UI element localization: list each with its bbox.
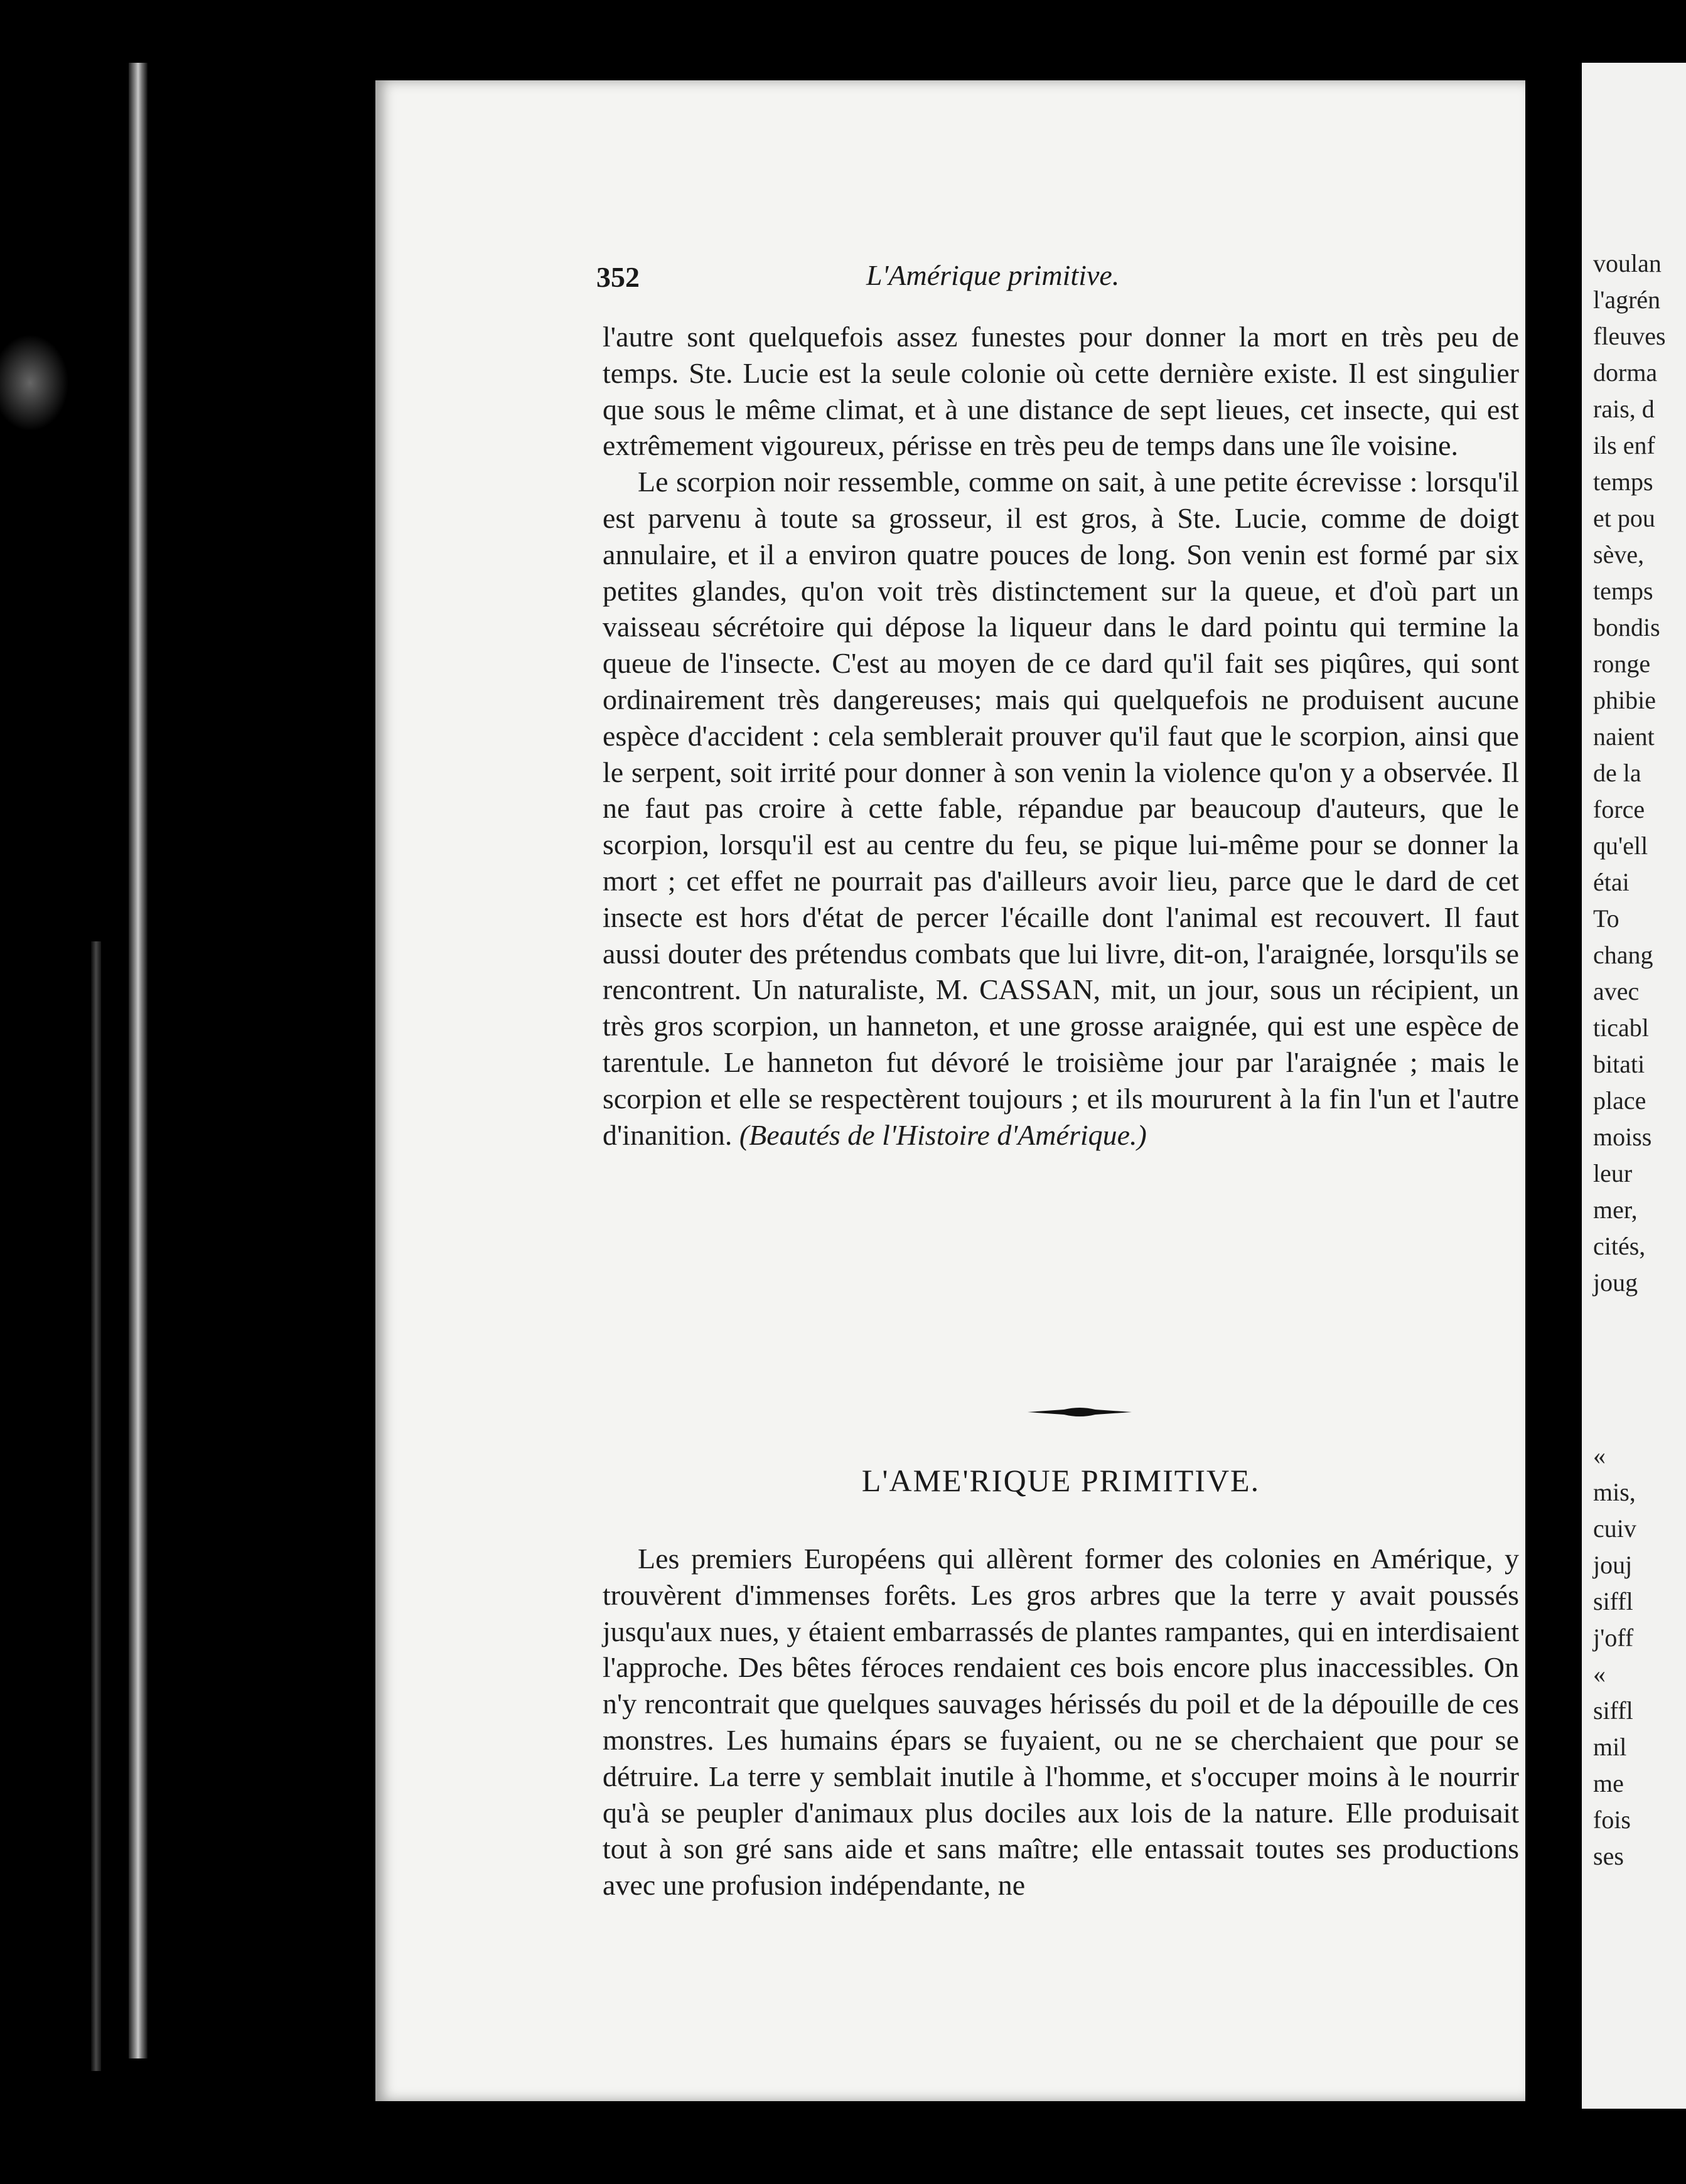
facing-page-text-fragment: «	[1593, 1442, 1606, 1470]
page-gutter	[1525, 75, 1582, 2102]
facing-page-text-fragment: fois	[1593, 1806, 1631, 1834]
book-edge-shadow	[91, 941, 101, 2071]
paragraph: Les premiers Européens qui allèrent former des colonies en Amérique, y trouvèrent d'immenses forêts. Les gros arbres que la terre y avait poussés jusqu'aux nues, y étaient embarrassés de plantes rampantes, qui en interdisaient l'approche. Des bêtes féroces rendaient ces bois encore plus inaccessibles. On n'y rencontrait que quelques sauvages hérissés du poil et de la dépouille de ces monstres. Les humains épars se fuyaient, ou ne se cherchaient que pour se détruire. La terre y semblait inutile à l'homme, et s'occuper moins à le nourrir qu'à se peupler d'animaux plus dociles aux lois de la nature. Elle produisait tout à son gré sans aide et sans maître; elle entassait toutes ses productions avec une profusion indépendante, ne	[603, 1543, 1519, 1902]
facing-page-text-fragment: et pou	[1593, 504, 1655, 532]
facing-page-text-fragment: qu'ell	[1593, 832, 1648, 860]
facing-page-text-fragment: rais, d	[1593, 395, 1655, 423]
source-citation: (Beautés de l'Histoire d'Amérique.)	[739, 1118, 1147, 1151]
facing-page-fragment	[1582, 63, 1686, 2109]
facing-page-text-fragment: «	[1593, 1660, 1606, 1688]
facing-page-text-fragment: mis,	[1593, 1478, 1636, 1506]
facing-page-text-fragment: bitati	[1593, 1050, 1645, 1078]
paragraph	[603, 464, 1519, 1153]
facing-page-text-fragment: dorma	[1593, 358, 1658, 387]
facing-page-text-fragment: force	[1593, 795, 1645, 823]
facing-page-text-fragment: temps	[1593, 468, 1653, 496]
facing-page-text-fragment: siffl	[1593, 1587, 1633, 1615]
running-head: L'Amérique primitive.	[866, 259, 1120, 291]
facing-page-text-fragment: phibie	[1593, 686, 1656, 714]
facing-page-text-fragment: sève,	[1593, 540, 1645, 569]
book-spine-edge	[129, 63, 148, 2058]
facing-page-text-fragment: étai	[1593, 868, 1630, 896]
paragraph: l'autre sont quelquefois assez funestes pour donner la mort en très peu de temps. Ste. Lucie est la seule colonie où cette dernière existe. Il est singulier que sous le même climat, et à une distance de sept lieues, cet insecte, qui est extrêmement vigoureux, périsse en très peu de temps dans une île voisine.	[603, 321, 1519, 462]
facing-page-text-fragment: voulan	[1593, 249, 1662, 277]
facing-page-text-fragment: ticabl	[1593, 1014, 1649, 1042]
facing-page-text-fragment: ils enf	[1593, 431, 1655, 459]
scan-artifact	[0, 326, 75, 439]
facing-page-text-fragment: ronge	[1593, 650, 1651, 678]
facing-page-text-fragment: chang	[1593, 941, 1653, 969]
facing-page-text-fragment: ses	[1593, 1842, 1624, 1870]
facing-page-text-fragment: cités,	[1593, 1232, 1646, 1260]
paragraph-text: Le scorpion noir ressemble, comme on sait, à une petite écrevisse : lorsqu'il est parvenu à toute sa grosseur, il est gros, à Ste. Lucie, comme de doigt annulaire, et il a environ quatre pouces de long. Son venin est formé par six petites glandes, qu'on voit très distinctement sur la queue, et d'où part un vaisseau sécrétoire qui dépose la liqueur dans le dard pointu qui termine la queue de l'insecte. C'est au moyen de ce dard qu'il fait ses piqûres, qui sont ordinairement très dangereuses; mais qui quelquefois ne produisent aucune espèce d'accident : cela semblerait prouver qu'il faut que le scorpion, ainsi que le serpent, soit irrité pour donner à son venin la violence qu'on y a observée. Il ne faut pas croire à cette fable, répandue par beaucoup d'auteurs, que le scorpion, lorsqu'il est au centre du feu, se pique lui-même pour se donner la mort ; cet effet ne pourrait pas d'ailleurs avoir lieu, parce que le dard de cet insecte est hors d'état de percer l'écaille dont l'animal est recouvert. Il faut aussi douter des prétendus combats que lui livre, dit-on, l'araignée, lorsqu'ils se rencontrent. Un naturaliste, M. CASSAN, mit, un jour, sous un récipient, un très gros scorpion, un hanneton, et une grosse araignée, qui est une espèce de tarentule. Le hanneton fut dévoré le troisième jour par l'araignée ; mais le scorpion et elle se respectèrent toujours ; et ils moururent à la fin l'un et l'autre d'inanition.	[603, 466, 1519, 1151]
facing-page-text-fragment: avec	[1593, 977, 1640, 1005]
facing-page-text-fragment: temps	[1593, 577, 1653, 605]
article-scorpion-text	[603, 319, 1519, 1153]
facing-page-text-fragment: leur	[1593, 1159, 1633, 1187]
page-number: 352	[596, 261, 640, 293]
facing-page-text-fragment: moiss	[1593, 1123, 1652, 1151]
article-amerique-text	[603, 1541, 1519, 1903]
facing-page-text-fragment: mil	[1593, 1733, 1627, 1761]
facing-page-text-fragment: To	[1593, 904, 1619, 933]
facing-page-text-fragment: place	[1593, 1086, 1646, 1115]
facing-page-text-fragment: bondis	[1593, 613, 1660, 641]
section-title: L'AME'RIQUE PRIMITIVE.	[861, 1463, 1260, 1498]
section-divider-ornament	[1026, 1405, 1133, 1420]
facing-page-text-fragment: me	[1593, 1769, 1624, 1797]
facing-page-text-fragment: naient	[1593, 722, 1655, 751]
facing-page-text-fragment: j'off	[1593, 1624, 1634, 1652]
facing-page-text-fragment: jouj	[1593, 1551, 1633, 1579]
facing-page-text-fragment: siffl	[1593, 1696, 1633, 1725]
facing-page-text-fragment: joug	[1593, 1268, 1638, 1297]
facing-page-text-fragment: mer,	[1593, 1196, 1638, 1224]
facing-page-text-fragment: fleuves	[1593, 322, 1666, 350]
facing-page-text-fragment: de la	[1593, 759, 1641, 787]
facing-page-text-fragment: cuiv	[1593, 1514, 1636, 1543]
facing-page-text-fragment: l'agrén	[1593, 286, 1661, 314]
